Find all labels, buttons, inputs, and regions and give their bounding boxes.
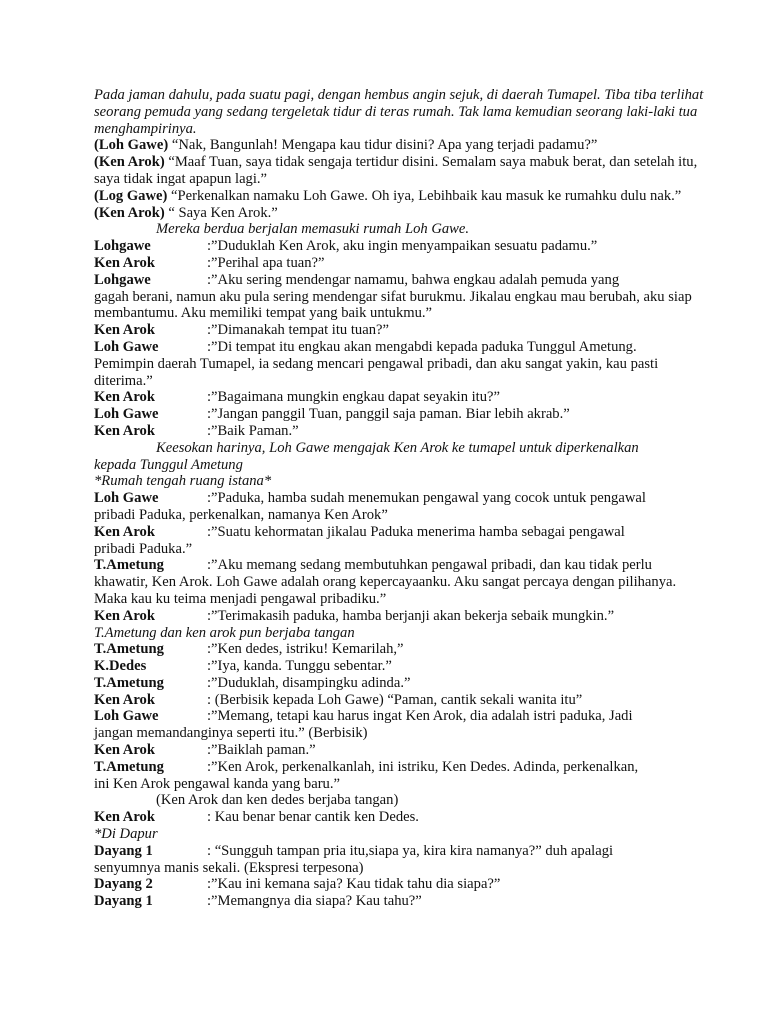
- scene-heading: *Di Dapur: [94, 826, 158, 843]
- dialogue-text: :”Dimanakah tempat itu tuan?”: [207, 322, 389, 339]
- speaker-label: T.Ametung: [94, 674, 164, 691]
- dialogue-line: [94, 658, 708, 675]
- speaker-label: Loh Gawe: [94, 490, 159, 507]
- dialogue-text: :”Paduka, hamba sudah menemukan pengawal yang cocok untuk pengawal: [207, 490, 646, 507]
- dialogue-line: [94, 843, 708, 860]
- dialogue-text: :”Kau ini kemana saja? Kau tidak tahu dia siapa?”: [207, 876, 501, 893]
- speaker-label: Ken Arok: [94, 422, 155, 439]
- dialogue-text: :”Di tempat itu engkau akan mengabdi kepada paduka Tunggul Ametung.: [207, 338, 637, 355]
- dialogue-line: [94, 692, 708, 709]
- dialogue-inline: [94, 205, 708, 222]
- dialogue-continuation: Pemimpin daerah Tumapel, ia sedang mencari pengawal pribadi, dan aku sangat yakin, kau pasti diterima.”: [94, 355, 659, 389]
- dialogue-line: [94, 389, 708, 406]
- speaker-label: T.Ametung: [94, 758, 164, 775]
- dialogue-continuation: pribadi Paduka, perkenalkan, namanya Ken Arok”: [94, 506, 388, 523]
- speaker-label: Ken Arok: [94, 523, 155, 540]
- speaker-label: K.Dedes: [94, 658, 147, 675]
- speaker-label: T.Ametung: [94, 557, 164, 574]
- speaker-label: Ken Arok: [94, 254, 155, 271]
- stage-direction: Keesokan harinya, Loh Gawe mengajak Ken Arok ke tumapel untuk diperkenalkan: [156, 439, 639, 456]
- dialogue-text: :”Memang, tetapi kau harus ingat Ken Arok, dia adalah istri paduka, Jadi: [207, 708, 633, 725]
- action-note: (Ken Arok dan ken dedes berjaba tangan): [156, 792, 399, 809]
- speaker-label: (Loh Gawe): [94, 137, 169, 154]
- dialogue-line: [94, 322, 708, 339]
- speaker-label: Dayang 1: [94, 893, 153, 910]
- dialogue-continuation: khawatir, Ken Arok. Loh Gawe adalah orang kepercayaanku. Aku sangat percaya dengan pilihanya. Maka kau ku teima menjadi pengawal pribadiku.”: [94, 574, 677, 607]
- dialogue-text: :”Baik Paman.”: [207, 422, 299, 439]
- dialogue-text: :”Ken Arok, perkenalkanlah, ini istriku, Ken Dedes. Adinda, perkenalkan,: [207, 758, 639, 775]
- dialogue-text: :”Bagaimana mungkin engkau dapat seyakin itu?”: [207, 389, 500, 406]
- speaker-label: Lohgawe: [94, 271, 151, 288]
- speaker-label: Dayang 2: [94, 876, 153, 893]
- speaker-label: (Ken Arok): [94, 204, 165, 221]
- stage-direction: Mereka berdua berjalan memasuki rumah Loh Gawe.: [156, 221, 470, 238]
- dialogue-inline: [94, 188, 708, 205]
- speaker-label: T.Ametung: [94, 641, 164, 658]
- dialogue-line: [94, 255, 708, 272]
- dialogue-line: [94, 339, 708, 356]
- dialogue-text: :”Terimakasih paduka, hamba berjanji akan bekerja sebaik mungkin.”: [207, 607, 615, 624]
- speaker-label: Ken Arok: [94, 742, 155, 759]
- speaker-label: Lohgawe: [94, 238, 151, 255]
- dialogue-line: [94, 809, 708, 826]
- dialogue-text: “Maaf Tuan, saya tidak sengaja tertidur disini. Semalam saya mabuk berat, dan setelah itu, saya tidak ingat apapun lagi.”: [94, 154, 698, 187]
- stage-direction-continuation: kepada Tunggul Ametung: [94, 456, 243, 473]
- dialogue-text: :”Jangan panggil Tuan, panggil saja paman. Biar lebih akrab.”: [207, 406, 570, 423]
- dialogue-continuation: ini Ken Arok pengawal kanda yang baru.”: [94, 775, 340, 792]
- dialogue-continuation: gagah berani, namun aku pula sering mendengar sifat burukmu. Jikalau engkau mau berubah, aku siap membantumu. Aku memiliki tempat yang baik untukmu.”: [94, 288, 692, 322]
- scene-heading: *Rumah tengah ruang istana*: [94, 473, 272, 490]
- dialogue-line: [94, 524, 708, 541]
- dialogue-line: [94, 708, 708, 725]
- dialogue-line: [94, 423, 708, 440]
- speaker-label: Dayang 1: [94, 842, 153, 859]
- speaker-label: Loh Gawe: [94, 338, 159, 355]
- dialogue-line: [94, 742, 708, 759]
- dialogue-line: [94, 608, 708, 625]
- dialogue-line: [94, 272, 708, 289]
- dialogue-text: “Nak, Bangunlah! Mengapa kau tidur disini? Apa yang terjadi padamu?”: [168, 137, 598, 154]
- speaker-label: Ken Arok: [94, 607, 155, 624]
- speaker-label: Ken Arok: [94, 809, 155, 826]
- dialogue-text: :”Suatu kehormatan jikalau Paduka menerima hamba sebagai pengawal: [207, 523, 625, 540]
- speaker-label: Loh Gawe: [94, 406, 159, 423]
- dialogue-continuation: pribadi Paduka.”: [94, 540, 193, 557]
- dialogue-text: :”Iya, kanda. Tunggu sebentar.”: [207, 658, 392, 675]
- speaker-label: Ken Arok: [94, 691, 155, 708]
- dialogue-line: [94, 238, 708, 255]
- dialogue-text: :”Memangnya dia siapa? Kau tahu?”: [207, 893, 422, 910]
- dialogue-inline: [94, 137, 708, 154]
- dialogue-text: :”Duduklah Ken Arok, aku ingin menyampaikan sesuatu padamu.”: [207, 238, 598, 255]
- narration-opening: Pada jaman dahulu, pada suatu pagi, dengan hembus angin sejuk, di daerah Tumapel. Tiba tiba terlihat seorang pemuda yang sedang tergeletak tidur di teras rumah. Tak lama kemudian seorang laki-laki tua menghampirinya.: [94, 87, 704, 137]
- dialogue-text: “ Saya Ken Arok.”: [164, 204, 278, 221]
- dialogue-text: : Kau benar benar cantik ken Dedes.: [207, 809, 419, 826]
- dialogue-text: :”Aku memang sedang membutuhkan pengawal pribadi, dan kau tidak perlu: [207, 557, 652, 574]
- dialogue-continuation: senyumnya manis sekali. (Ekspresi terpesona): [94, 859, 364, 876]
- dialogue-line: [94, 557, 708, 574]
- dialogue-inline: [94, 154, 708, 188]
- dialogue-line: [94, 893, 708, 910]
- dialogue-text: :”Duduklah, disampingku adinda.”: [207, 674, 411, 691]
- dialogue-text: :”Aku sering mendengar namamu, bahwa engkau adalah pemuda yang: [207, 271, 620, 288]
- dialogue-text: “Perkenalkan namaku Loh Gawe. Oh iya, Lebihbaik kau masuk ke rumahku dulu nak.”: [167, 187, 682, 204]
- dialogue-text: : “Sungguh tampan pria itu,siapa ya, kira kira namanya?” duh apalagi: [207, 842, 614, 859]
- speaker-label: Ken Arok: [94, 322, 155, 339]
- dialogue-line: [94, 876, 708, 893]
- speaker-label: (Log Gawe): [94, 187, 168, 204]
- speaker-label: (Ken Arok): [94, 154, 165, 171]
- dialogue-line: [94, 406, 708, 423]
- dialogue-text: :”Perihal apa tuan?”: [207, 254, 325, 271]
- dialogue-line: [94, 759, 708, 776]
- dialogue-text: :”Baiklah paman.”: [207, 742, 316, 759]
- dialogue-line: [94, 641, 708, 658]
- speaker-label: Ken Arok: [94, 389, 155, 406]
- stage-direction: T.Ametung dan ken arok pun berjaba tangan: [94, 624, 355, 641]
- dialogue-text: :”Ken dedes, istriku! Kemarilah,”: [207, 641, 404, 658]
- dialogue-line: [94, 490, 708, 507]
- dialogue-line: [94, 675, 708, 692]
- dialogue-text: : (Berbisik kepada Loh Gawe) “Paman, cantik sekali wanita itu”: [207, 691, 583, 708]
- speaker-label: Loh Gawe: [94, 708, 159, 725]
- dialogue-continuation: jangan memandanginya seperti itu.” (Berbisik): [94, 725, 368, 742]
